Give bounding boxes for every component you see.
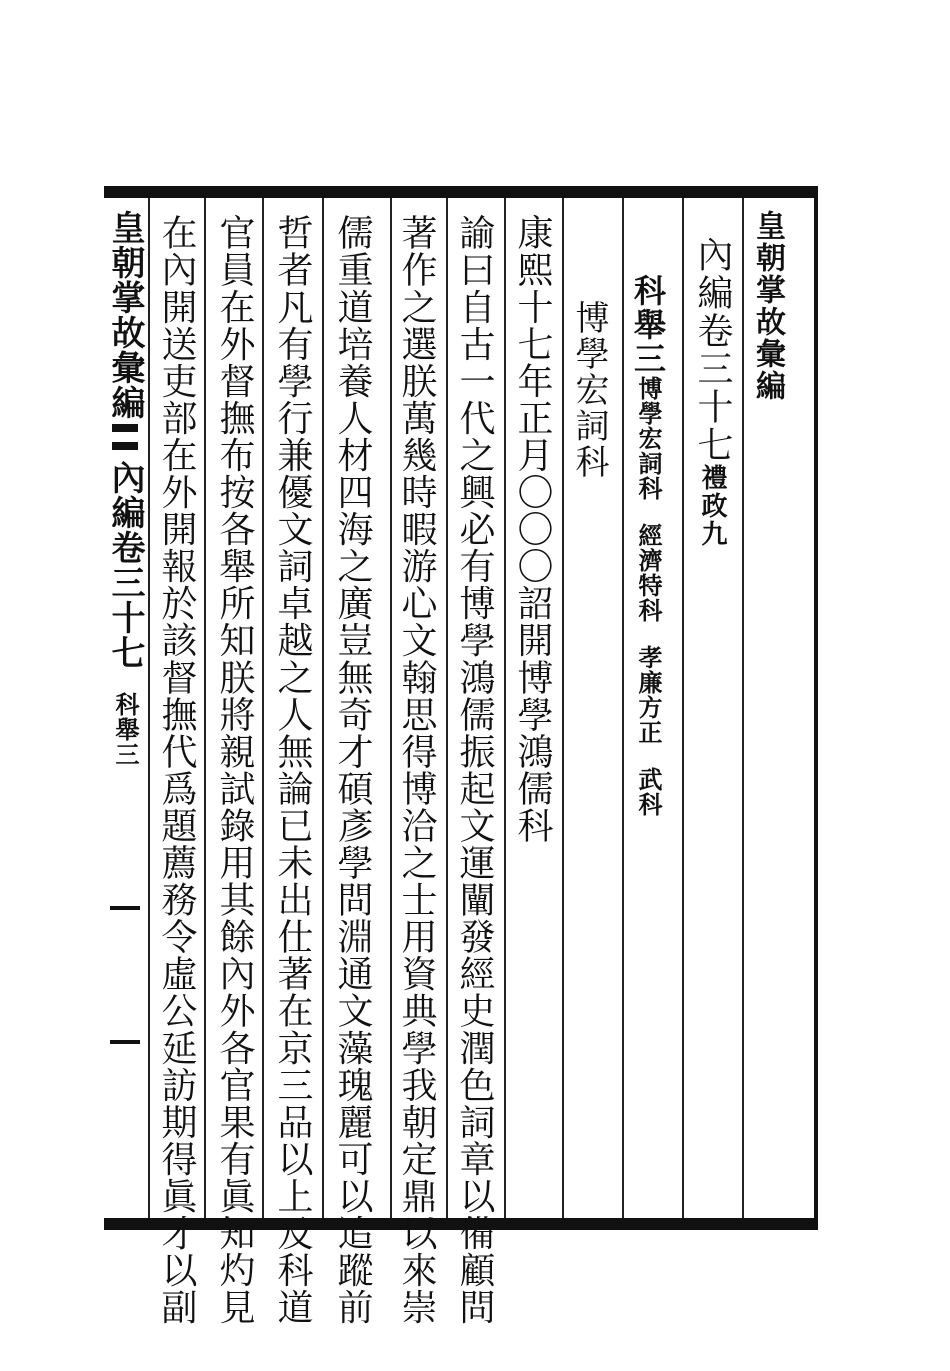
body-line: 諭曰自古一代之興必有博學鴻儒振起文運闡發經史潤色詞章以備顧問 <box>454 214 495 1326</box>
column-rule <box>390 198 392 1218</box>
column-rule <box>682 198 684 1218</box>
subtopic-item: 孝廉方正 <box>634 645 663 745</box>
column-rule <box>504 198 506 1218</box>
body-line: 哲者凡有學行兼優文詞卓越之人無論已未出仕著在京三品以上及科道 <box>272 214 313 1326</box>
column-rule <box>262 198 264 1218</box>
section-name: 科舉三 <box>629 274 667 376</box>
column-rule <box>562 198 564 1218</box>
volume-sub: 禮政九 <box>697 464 727 548</box>
body-line: 官員在外督撫布按各舉所知朕將親試錄用其餘內外各官果有眞知灼見 <box>214 214 255 1326</box>
column-rule <box>148 198 150 1218</box>
subtopic-item: 經濟特科 <box>634 523 663 623</box>
column-rule <box>204 198 206 1218</box>
margin-column <box>105 210 145 767</box>
column-rule <box>742 198 744 1218</box>
volume-label: 內編卷三十七 <box>692 236 733 464</box>
column-rule <box>622 198 624 1218</box>
body-line: 儒重道培養人材四海之廣豈無奇才碩彥學問淵通文藻瑰麗可以追蹤前 <box>332 214 373 1326</box>
column-rule <box>322 198 324 1218</box>
fish-tail-mark <box>110 420 140 460</box>
page-number-mark <box>110 906 140 910</box>
margin-volume: 內編卷三十七 <box>105 460 145 670</box>
section-heading <box>629 274 667 817</box>
column-rule <box>446 198 448 1218</box>
subtopic-item: 博學宏詞科 <box>634 376 663 501</box>
volume-heading <box>692 236 733 548</box>
subtopic-item: 武科 <box>634 767 663 817</box>
margin-section: 科舉三 <box>111 692 140 767</box>
body-line: 著作之選朕萬幾時暇游心文翰思得博洽之士用資典學我朝定鼎以來崇 <box>396 214 437 1326</box>
body-line: 在內開送吏部在外開報於該督撫代爲題薦務令虛公延訪期得眞才以副 <box>156 214 197 1326</box>
subsection-heading: 博學宏詞科 <box>569 300 609 480</box>
page-number-mark <box>110 1040 140 1044</box>
body-line: 康熙十七年正月〇〇〇詔開博學鴻儒科 <box>512 214 553 844</box>
book-title: 皇朝掌故彙編 <box>750 210 785 402</box>
margin-title: 皇朝掌故彙編 <box>105 210 145 420</box>
